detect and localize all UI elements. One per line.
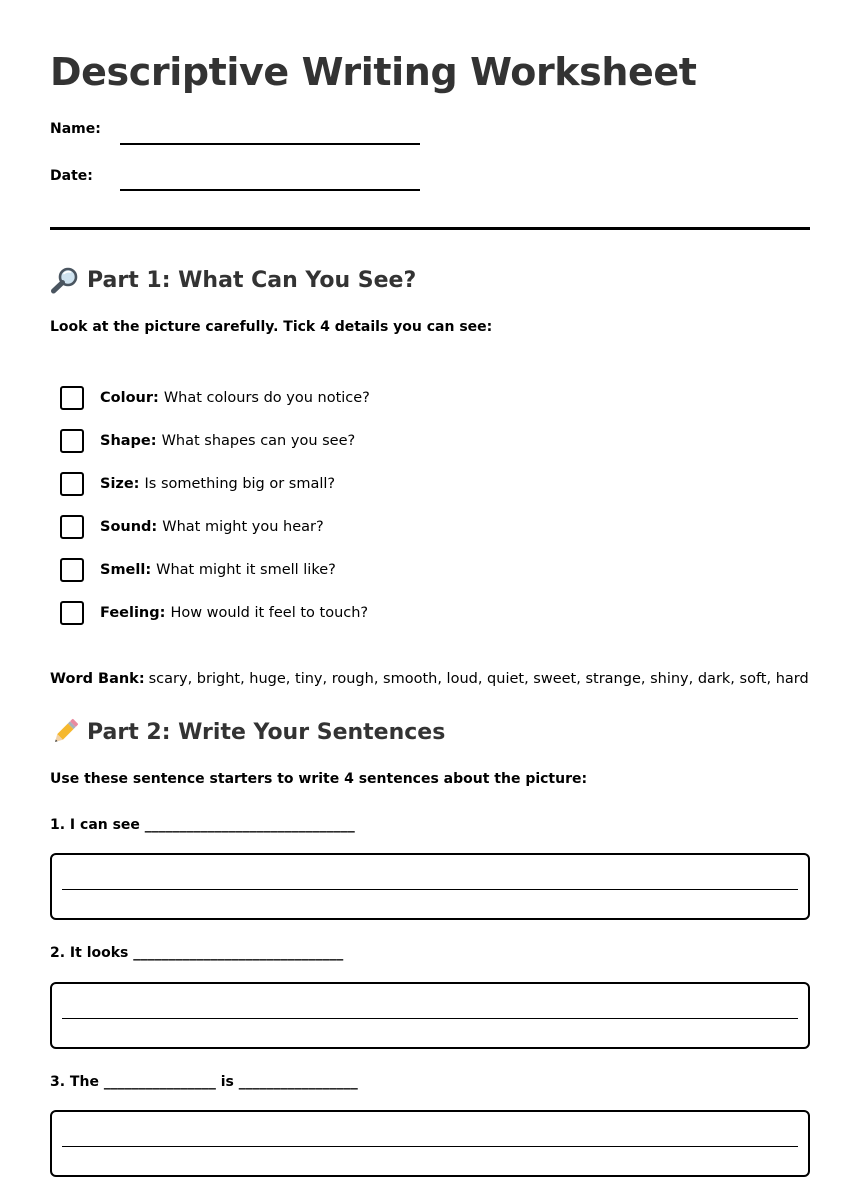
checklist-item-prompt: Is something big or small? xyxy=(144,476,336,492)
writing-line xyxy=(62,1146,798,1147)
sound-checkbox[interactable] xyxy=(60,515,84,539)
word-bank-label: Word Bank: xyxy=(50,671,145,687)
part1-instruction: Look at the picture carefully. Tick 4 details you can see: xyxy=(50,319,493,335)
checklist-item-label: Feeling: xyxy=(100,605,166,621)
answer-box-2[interactable] xyxy=(50,982,810,1049)
magnifying-glass-icon xyxy=(50,266,80,294)
checklist-item xyxy=(60,429,355,453)
checklist-item-label: Size: xyxy=(100,476,140,492)
checklist-item-label: Shape: xyxy=(100,433,157,449)
checklist-item-prompt: What might you hear? xyxy=(162,519,324,535)
date-field[interactable] xyxy=(120,189,420,191)
checklist-item-label: Sound: xyxy=(100,519,158,535)
name-label: Name: xyxy=(50,121,101,137)
part1-heading xyxy=(50,266,416,294)
name-field[interactable] xyxy=(120,143,420,145)
sentence-starter-2: 2. It looks ______________________________ xyxy=(50,945,344,961)
checklist-item-prompt: What might it smell like? xyxy=(156,562,336,578)
checklist-item xyxy=(60,472,335,496)
part2-instruction: Use these sentence starters to write 4 sentences about the picture: xyxy=(50,771,588,787)
size-checkbox[interactable] xyxy=(60,472,84,496)
part2-heading xyxy=(50,718,445,746)
date-label: Date: xyxy=(50,168,93,184)
checklist-item-prompt: What colours do you notice? xyxy=(163,390,370,406)
header-divider xyxy=(50,227,810,230)
checklist-item-prompt: What shapes can you see? xyxy=(161,433,356,449)
writing-line xyxy=(62,889,798,890)
smell-checkbox[interactable] xyxy=(60,558,84,582)
feeling-checkbox[interactable] xyxy=(60,601,84,625)
checklist-item-label: Colour: xyxy=(100,390,159,406)
part2-heading-text: Part 2: Write Your Sentences xyxy=(87,719,446,745)
checklist-item xyxy=(60,558,336,582)
checklist-item xyxy=(60,386,370,410)
colour-checkbox[interactable] xyxy=(60,386,84,410)
answer-box-1[interactable] xyxy=(50,853,810,920)
sentence-starter-1: 1. I can see ______________________________ xyxy=(50,817,355,833)
checklist-item xyxy=(60,515,324,539)
word-bank-words: scary, bright, huge, tiny, rough, smooth, loud, quiet, sweet, strange, shiny, dark, soft, hard xyxy=(148,671,809,687)
sentence-starter-3: 3. The ________________ is _________________ xyxy=(50,1074,358,1090)
checklist-item-label: Smell: xyxy=(100,562,152,578)
checklist-item xyxy=(60,601,368,625)
part1-heading-text: Part 1: What Can You See? xyxy=(87,267,417,293)
shape-checkbox[interactable] xyxy=(60,429,84,453)
pencil-icon xyxy=(50,718,80,746)
writing-line xyxy=(62,1018,798,1019)
answer-box-3[interactable] xyxy=(50,1110,810,1177)
word-bank xyxy=(50,671,809,687)
checklist-item-prompt: How would it feel to touch? xyxy=(170,605,369,621)
page-title: Descriptive Writing Worksheet xyxy=(50,50,697,94)
